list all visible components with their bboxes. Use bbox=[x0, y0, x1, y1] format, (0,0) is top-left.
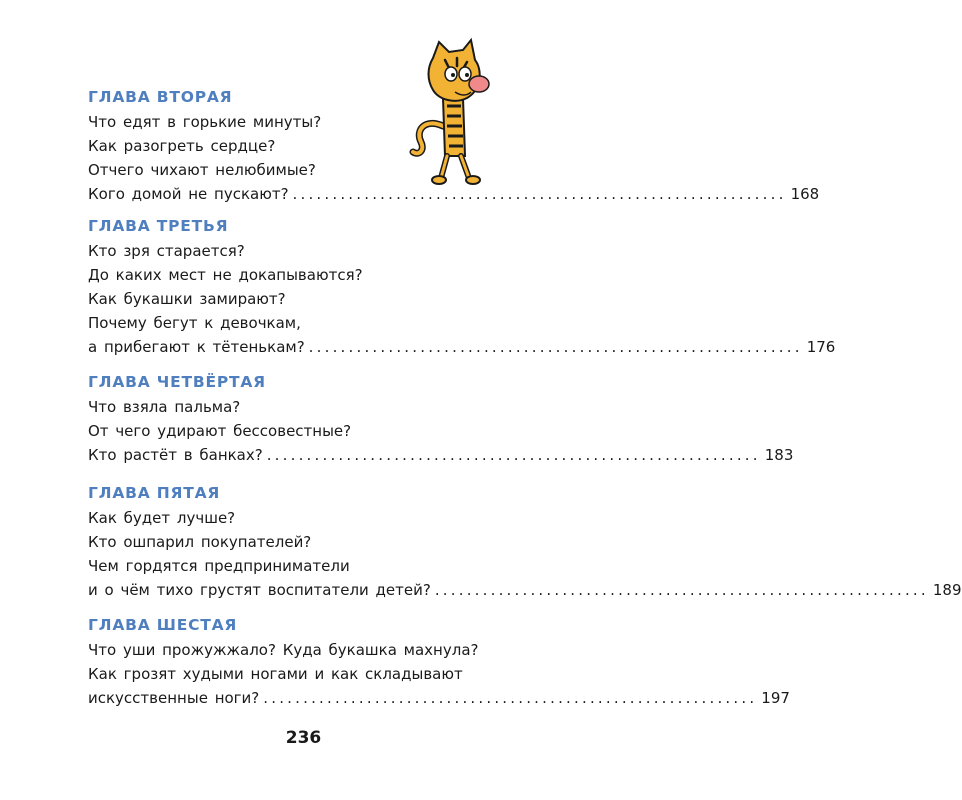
chapter-6 bbox=[88, 614, 790, 710]
page-ref: 176 bbox=[806, 338, 836, 356]
toc-line: Как грозят худыми ногами и как складывают bbox=[88, 665, 463, 683]
toc-line: Кто зря старается? bbox=[88, 242, 245, 260]
toc-line: искусственные ноги? bbox=[88, 689, 260, 707]
dot-leader: .............................................................. bbox=[292, 185, 787, 203]
page-ref: 197 bbox=[761, 689, 790, 707]
page-ref: 168 bbox=[790, 185, 820, 203]
chapter-3 bbox=[88, 215, 836, 359]
cat-illustration bbox=[405, 38, 505, 188]
toc-line: Как разогреть сердце? bbox=[88, 137, 276, 155]
chapter-title: ГЛАВА ТРЕТЬЯ bbox=[88, 217, 229, 235]
dot-leader: .............................................................. bbox=[266, 446, 761, 464]
toc-entry-with-page[interactable] bbox=[88, 443, 794, 467]
toc-line: Как букашки замирают? bbox=[88, 290, 286, 308]
toc-line: Кто ошпарил покупателей? bbox=[88, 533, 312, 551]
toc-line: и о чём тихо грустят воспитатели детей? bbox=[88, 581, 431, 599]
dot-leader: .............................................................. bbox=[434, 581, 929, 599]
toc-entry-with-page[interactable] bbox=[88, 578, 962, 602]
page-ref: 189 bbox=[932, 581, 962, 599]
toc-entry-with-page[interactable] bbox=[88, 335, 836, 359]
toc-line: От чего удирают бессовестные? bbox=[88, 422, 352, 440]
page-number: 236 bbox=[285, 728, 322, 748]
toc-line: Чем гордятся предприниматели bbox=[88, 557, 350, 575]
toc-line: Что взяла пальма? bbox=[88, 398, 241, 416]
toc-line: а прибегают к тётенькам? bbox=[88, 338, 305, 356]
dot-leader: .............................................................. bbox=[308, 338, 803, 356]
chapter-title: ГЛАВА ЧЕТВЁРТАЯ bbox=[88, 373, 266, 391]
toc-line: Что уши прожужжало? Куда букашка махнула? bbox=[88, 641, 479, 659]
toc-line: Как будет лучше? bbox=[88, 509, 236, 527]
chapter-title: ГЛАВА ВТОРАЯ bbox=[88, 88, 233, 106]
toc-entry-with-page[interactable] bbox=[88, 686, 790, 710]
toc-line: До каких мест не докапываются? bbox=[88, 266, 363, 284]
chapter-5 bbox=[88, 482, 962, 602]
toc-line: Почему бегут к девочкам, bbox=[88, 314, 301, 332]
toc-line: Отчего чихают нелюбимые? bbox=[88, 161, 316, 179]
chapter-title: ГЛАВА ПЯТАЯ bbox=[88, 484, 221, 502]
dot-leader: .............................................................. bbox=[263, 689, 758, 707]
page-ref: 183 bbox=[764, 446, 794, 464]
toc-line: Что едят в горькие минуты? bbox=[88, 113, 322, 131]
chapter-title: ГЛАВА ШЕСТАЯ bbox=[88, 616, 238, 634]
chapter-4 bbox=[88, 371, 794, 467]
toc-line: Кого домой не пускают? bbox=[88, 185, 289, 203]
toc-line: Кто растёт в банках? bbox=[88, 446, 263, 464]
